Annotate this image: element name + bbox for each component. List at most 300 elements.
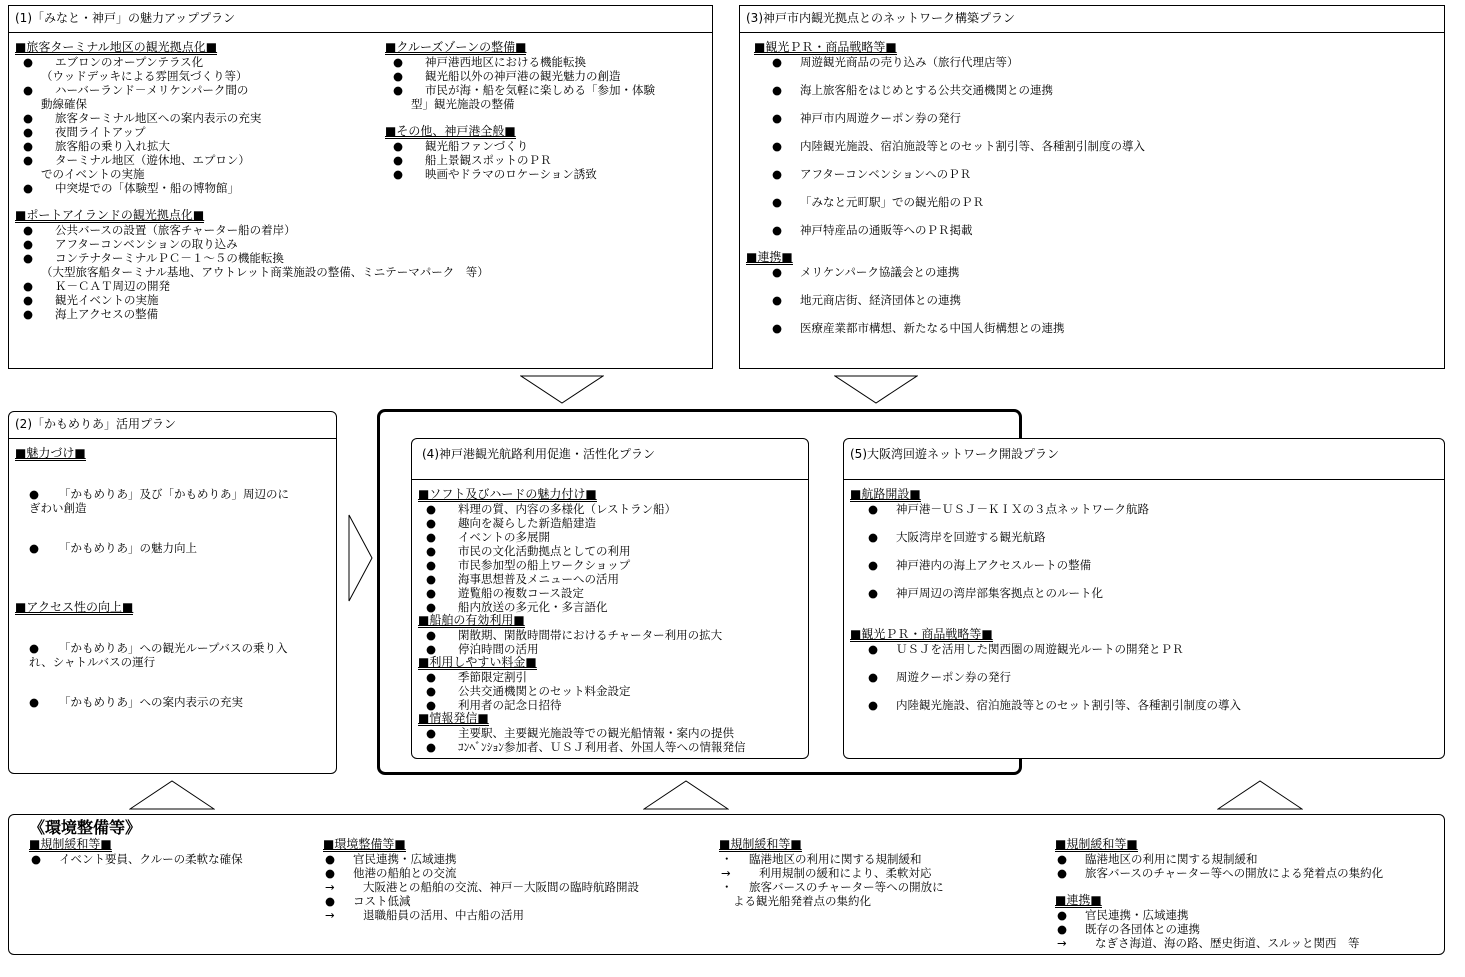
divider	[844, 479, 1444, 480]
item-text: 利用者の記念日招待	[458, 698, 562, 712]
item-text: 主要駅、主要観光施設等での観光船情報・案内の提供	[458, 726, 734, 740]
list-item	[385, 69, 655, 83]
item-list	[418, 628, 722, 656]
section-pricing	[418, 655, 631, 712]
plan-box-2	[8, 411, 337, 774]
list-item	[15, 97, 261, 111]
list-item	[15, 83, 261, 97]
section-heading: ■規制緩和等■	[1055, 837, 1138, 851]
section-heading: ■連携■	[746, 250, 793, 264]
item-text: でのイベントの実施	[41, 167, 145, 181]
list-item	[719, 894, 944, 908]
section-heading: ■観光ＰＲ・商品戦略等■	[850, 627, 993, 641]
list-item	[15, 181, 261, 195]
list-item	[323, 880, 639, 894]
item-text: 「みなと元町駅」での観光船のＰＲ	[800, 195, 984, 209]
item-text: 内陸観光施設、宿泊施設等とのセット割引等、各種割引制度の導入	[800, 139, 1145, 153]
item-list	[754, 55, 1145, 237]
item-text: アフターコンベンションへのＰＲ	[800, 167, 972, 181]
bullet-icon: ●	[29, 641, 40, 655]
bullet-icon: ●	[868, 670, 879, 684]
item-list	[15, 223, 489, 321]
item-list	[719, 852, 944, 908]
item-text: イベントの多展開	[458, 530, 550, 544]
section-access-improvement	[15, 600, 288, 709]
list-item	[15, 153, 261, 167]
list-item	[15, 237, 489, 251]
list-item	[746, 321, 1065, 335]
item-list	[15, 641, 288, 709]
up-arrow-icon	[1217, 780, 1303, 810]
item-text: 神戸特産品の通販等へのＰＲ掲載	[800, 223, 973, 237]
list-item	[15, 111, 261, 125]
section-heading: ■ソフト及びハードの魅力付け■	[418, 487, 597, 501]
bullet-icon: ●	[426, 558, 437, 572]
list-item	[418, 628, 722, 642]
list-item	[385, 167, 597, 181]
list-item	[746, 265, 1065, 279]
bullet-icon: ●	[1057, 908, 1068, 922]
list-item	[385, 139, 597, 153]
env-col-regulation-3	[1055, 837, 1383, 880]
environment-box	[8, 814, 1445, 955]
list-item	[15, 279, 489, 293]
item-text: 官民連携・広域連携	[353, 852, 457, 866]
list-item	[418, 600, 676, 614]
bullet-icon: ●	[23, 111, 34, 125]
section-heading: ■アクセス性の向上■	[15, 600, 134, 614]
list-item	[1055, 852, 1383, 866]
bullet-icon: ●	[426, 530, 437, 544]
item-text: 公共交通機関とのセット料金設定	[458, 684, 631, 698]
section-information	[418, 711, 746, 754]
list-item	[418, 544, 676, 558]
item-list	[15, 55, 261, 195]
plan-box-1-title: (1)「みなと・神戸」の魅力アッププラン	[15, 11, 236, 25]
item-text: 退職船員の活用、中古船の活用	[363, 908, 524, 922]
list-item	[754, 111, 1145, 125]
right-arrow-icon	[348, 514, 374, 602]
section-heading: ■魅力づけ■	[15, 446, 86, 460]
list-item	[15, 139, 261, 153]
item-list	[418, 670, 631, 712]
item-text: 「かもめりあ」への案内表示の充実	[59, 695, 243, 709]
item-text: Ｋ－ＣＡＴ周辺の開発	[55, 279, 170, 293]
section-kobe-port-general	[385, 124, 597, 181]
list-item	[418, 740, 746, 754]
bullet-icon: ●	[772, 83, 783, 97]
bullet-icon: ●	[393, 83, 404, 97]
item-text: 観光船ファンづくり	[425, 139, 529, 153]
item-text: 動線確保	[41, 97, 87, 111]
item-list	[385, 139, 597, 181]
item-text: ターミナル地区（遊休地、エプロン）	[55, 153, 250, 167]
section-heading: ■クルーズゾーンの整備■	[385, 40, 527, 54]
bullet-icon: ●	[1057, 866, 1068, 880]
item-text: 旅客ターミナル地区への案内表示の充実	[55, 111, 262, 125]
item-text: 型」観光施設の整備	[411, 97, 515, 111]
item-text: ハーバーランド－メリケンパーク間の	[55, 83, 249, 97]
list-item	[746, 293, 1065, 307]
list-item	[418, 684, 631, 698]
item-text: 旅客船の乗り入れ拡大	[55, 139, 170, 153]
section-heading: ■旅客ターミナル地区の観光拠点化■	[15, 40, 218, 54]
bullet-icon: →	[325, 908, 335, 922]
list-item	[754, 195, 1145, 209]
bullet-icon: ●	[868, 586, 879, 600]
bullet-icon: ●	[23, 307, 34, 321]
item-text: 臨港地区の利用に関する規制緩和	[749, 852, 922, 866]
section-route-opening	[850, 487, 1149, 614]
bullet-icon: ●	[23, 139, 34, 153]
item-text: 「かもめりあ」及び「かもめりあ」周辺のに	[59, 487, 289, 501]
divider	[9, 32, 712, 33]
bullet-icon: ●	[393, 139, 404, 153]
bullet-icon: ●	[426, 726, 437, 740]
list-item	[418, 698, 631, 712]
list-item	[15, 541, 289, 555]
bullet-icon: ●	[393, 69, 404, 83]
list-item	[15, 223, 489, 237]
item-list	[385, 55, 655, 111]
section-heading: ■航路開設■	[850, 487, 921, 501]
item-text: 趣向を凝らした新造船建造	[458, 516, 596, 530]
item-list	[323, 852, 639, 922]
list-item	[1055, 922, 1360, 936]
item-text: エブロンのオープンテラス化	[55, 55, 204, 69]
item-text: 市民が海・船を気軽に楽しめる「参加・体験	[425, 83, 655, 97]
section-passenger-terminal	[15, 40, 261, 195]
bullet-icon: ●	[772, 321, 783, 335]
item-text: 医療産業都市構想、新たなる中国人街構想との連携	[800, 321, 1065, 335]
item-text: 海上アクセスの整備	[55, 307, 159, 321]
item-text: 神戸港内の海上アクセスルートの整備	[896, 558, 1092, 572]
item-text: 船上景観スポットのＰＲ	[425, 153, 552, 167]
env-col-regulation-1	[29, 837, 243, 866]
section-heading: ■連携■	[1055, 893, 1102, 907]
bullet-icon: ●	[868, 502, 879, 516]
plan-box-1	[8, 5, 713, 369]
bullet-icon: ●	[426, 628, 437, 642]
plan-box-5	[843, 438, 1445, 759]
bullet-icon: ●	[772, 167, 783, 181]
section-heading: ■船舶の有効利用■	[418, 613, 525, 627]
item-text: （大型旅客船ターミナル基地、アウトレット商業施設の整備、ミニテーマパーク 等）	[41, 265, 489, 279]
item-text: ｺﾝﾍﾞﾝｼｮﾝ参加者、ＵＳＪ利用者、外国人等への情報発信	[458, 740, 746, 754]
bullet-icon: ●	[23, 83, 34, 97]
bullet-icon: ●	[868, 530, 879, 544]
item-text: 地元商店街、経済団体との連携	[800, 293, 961, 307]
list-item	[418, 516, 676, 530]
bullet-icon: ●	[772, 293, 783, 307]
divider	[740, 32, 1444, 33]
list-item	[418, 572, 676, 586]
bullet-icon: ●	[29, 487, 40, 501]
list-item	[418, 530, 676, 544]
section-ship-utilization	[418, 613, 722, 656]
bullet-icon: ●	[772, 265, 783, 279]
divider	[9, 438, 336, 439]
bullet-icon: ●	[868, 642, 879, 656]
list-item	[15, 501, 289, 515]
bullet-icon: ●	[29, 541, 40, 555]
environment-title: 《環境整備等》	[29, 818, 142, 837]
item-list	[29, 852, 243, 866]
item-text: 神戸市内周遊クーポン券の発行	[800, 111, 961, 125]
item-text: 利用規制の緩和により、柔軟対応	[759, 866, 932, 880]
item-text: 大阪湾岸を回遊する観光航路	[896, 530, 1046, 544]
bullet-icon: ●	[772, 55, 783, 69]
list-item	[754, 223, 1145, 237]
section-tourism-pr	[850, 627, 1241, 726]
list-item	[850, 698, 1241, 712]
bullet-icon: ・	[721, 880, 733, 894]
item-text: ぎわい創造	[29, 501, 87, 515]
plan-box-3	[739, 5, 1445, 369]
list-item	[385, 55, 655, 69]
bullet-icon: ●	[23, 153, 34, 167]
section-soft-hard	[418, 487, 676, 614]
list-item	[418, 502, 676, 516]
item-text: 「かもめりあ」への観光ループバスの乗り入	[59, 641, 288, 655]
bullet-icon: ●	[325, 852, 336, 866]
item-text: れ、シャトルバスの運行	[29, 655, 156, 669]
bullet-icon: ・	[721, 852, 733, 866]
item-text: 旅客バースのチャーター等への開放に	[749, 880, 944, 894]
item-text: 市民参加型の船上ワークショップ	[458, 558, 631, 572]
plan-box-4-title: (4)神戸港観光航路利用促進・活性化プラン	[422, 447, 655, 461]
bullet-icon: ●	[23, 293, 34, 307]
bullet-icon: ●	[868, 698, 879, 712]
bullet-icon: ●	[426, 698, 437, 712]
list-item	[850, 558, 1149, 572]
bullet-icon: ●	[23, 237, 34, 251]
divider	[412, 479, 808, 480]
bullet-icon: ●	[23, 181, 34, 195]
bullet-icon: ●	[426, 516, 437, 530]
bullet-icon: ●	[31, 852, 42, 866]
bullet-icon: ●	[426, 502, 437, 516]
list-item	[323, 894, 639, 908]
list-item	[385, 97, 655, 111]
bullet-icon: ●	[426, 572, 437, 586]
bullet-icon: ●	[29, 695, 40, 709]
bullet-icon: ●	[426, 600, 437, 614]
bullet-icon: ●	[23, 279, 34, 293]
item-text: 旅客バースのチャーター等への開放による発着点の集約化	[1085, 866, 1384, 880]
bullet-icon: ●	[23, 251, 34, 265]
item-text: 船内放送の多元化・多言語化	[458, 600, 608, 614]
section-cruise-zone	[385, 40, 655, 111]
list-item	[418, 558, 676, 572]
plan-box-3-title: (3)神戸市内観光拠点とのネットワーク構築プラン	[746, 11, 1015, 25]
list-item	[385, 153, 597, 167]
env-col-cooperation	[1055, 893, 1360, 950]
item-text: 周遊観光商品の売り込み（旅行代理店等）	[800, 55, 1019, 69]
bullet-icon: ●	[772, 223, 783, 237]
section-heading: ■観光ＰＲ・商品戦略等■	[754, 40, 897, 54]
item-text: 市民の文化活動拠点としての利用	[458, 544, 631, 558]
item-text: なぎさ海道、海の路、歴史街道、スルッと関西 等	[1095, 936, 1360, 950]
item-text: コンテナターミナルＰＣ－１～５の機能転換	[55, 251, 284, 265]
list-item	[754, 83, 1145, 97]
item-text: 観光船以外の神戸港の観光魅力の創造	[425, 69, 621, 83]
list-item	[719, 866, 944, 880]
section-port-island	[15, 208, 489, 321]
item-list	[15, 487, 289, 555]
down-arrow-icon	[520, 375, 604, 405]
list-item	[15, 655, 288, 669]
item-text: 既存の各団体との連携	[1085, 922, 1200, 936]
list-item	[754, 139, 1145, 153]
list-item	[15, 125, 261, 139]
item-text: 遊覧船の複数コース設定	[458, 586, 584, 600]
list-item	[15, 695, 288, 709]
list-item	[719, 852, 944, 866]
list-item	[719, 880, 944, 894]
list-item	[15, 293, 489, 307]
bullet-icon: ●	[426, 670, 437, 684]
item-text: コスト低減	[353, 894, 411, 908]
bullet-icon: ●	[426, 684, 437, 698]
item-text: 神戸港－ＵＳＪ－ＫＩＸの３点ネットワーク航路	[896, 502, 1149, 516]
list-item	[850, 670, 1241, 684]
list-item	[754, 55, 1145, 69]
up-arrow-icon	[129, 780, 215, 810]
bullet-icon: ●	[325, 866, 336, 880]
list-item	[323, 866, 639, 880]
item-text: （ウッドデッキによる雰囲気づくり等）	[41, 69, 248, 83]
section-heading: ■規制緩和等■	[29, 837, 112, 851]
down-arrow-icon	[834, 375, 918, 405]
item-text: 映画やドラマのロケーション誘致	[425, 167, 597, 181]
item-text: 大阪港との船舶の交流、神戸－大阪間の臨時航路開設	[363, 880, 639, 894]
item-text: 料理の質、内容の多様化（レストラン船）	[458, 502, 677, 516]
list-item	[15, 307, 489, 321]
item-text: 中突堤での「体験型・船の博物館」	[55, 181, 239, 195]
section-heading: ■情報発信■	[418, 711, 489, 725]
item-text: 観光イベントの実施	[55, 293, 159, 307]
item-text: 海事思想普及メニューへの活用	[458, 572, 619, 586]
list-item	[15, 167, 261, 181]
bullet-icon: ●	[426, 642, 437, 656]
section-heading: ■ポートアイランドの観光拠点化■	[15, 208, 205, 222]
bullet-icon: ●	[772, 139, 783, 153]
list-item	[1055, 936, 1360, 950]
list-item	[15, 55, 261, 69]
list-item	[850, 502, 1149, 516]
plan-box-2-title: (2)「かもめりあ」活用プラン	[15, 417, 176, 431]
section-heading: ■規制緩和等■	[719, 837, 802, 851]
bullet-icon: ●	[23, 55, 34, 69]
bullet-icon: ●	[426, 740, 437, 754]
item-list	[850, 502, 1149, 600]
item-text: 他港の船舶との交流	[353, 866, 457, 880]
item-text: 周遊クーポン券の発行	[896, 670, 1011, 684]
item-text: アフターコンベンションの取り込み	[55, 237, 238, 251]
item-text: メリケンパーク協議会との連携	[800, 265, 960, 279]
bullet-icon: ●	[325, 894, 336, 908]
section-attractiveness	[15, 446, 289, 555]
section-heading: ■環境整備等■	[323, 837, 406, 851]
section-heading: ■利用しやすい料金■	[418, 655, 537, 669]
list-item	[1055, 866, 1383, 880]
bullet-icon: ●	[393, 55, 404, 69]
item-text: 季節限定割引	[458, 670, 527, 684]
item-list	[1055, 908, 1360, 950]
item-text: よる観光船発着点の集約化	[733, 894, 871, 908]
bullet-icon: →	[721, 866, 731, 880]
list-item	[323, 852, 639, 866]
item-text: 内陸観光施設、宿泊施設等とのセット割引等、各種割引制度の導入	[896, 698, 1241, 712]
item-list	[1055, 852, 1383, 880]
bullet-icon: ●	[1057, 852, 1068, 866]
list-item	[29, 852, 243, 866]
bullet-icon: ●	[393, 167, 404, 181]
item-text: 夜間ライトアップ	[55, 125, 146, 139]
plan-box-4	[411, 438, 809, 759]
list-item	[418, 670, 631, 684]
item-list	[418, 726, 746, 754]
list-item	[15, 641, 288, 655]
section-heading: ■その他、神戸港全般■	[385, 124, 516, 138]
list-item	[15, 251, 489, 265]
item-list	[850, 642, 1241, 712]
item-list	[418, 502, 676, 614]
item-text: 「かもめりあ」の魅力向上	[59, 541, 197, 555]
list-item	[850, 642, 1241, 656]
item-text: 神戸港西地区における機能転換	[425, 55, 586, 69]
bullet-icon: ●	[393, 153, 404, 167]
item-text: 停泊時間の活用	[458, 642, 539, 656]
item-text: 海上旅客船をはじめとする公共交通機関との連携	[800, 83, 1053, 97]
section-tourism-pr	[754, 40, 1145, 251]
bullet-icon: ●	[426, 544, 437, 558]
bullet-icon: ●	[426, 586, 437, 600]
bullet-icon: →	[1057, 936, 1067, 950]
bullet-icon: ●	[868, 558, 879, 572]
item-text: 閑散期、閑散時間帯におけるチャーター利用の拡大	[458, 628, 723, 642]
item-text: 神戸周辺の湾岸部集客拠点とのルート化	[896, 586, 1103, 600]
bullet-icon: ●	[23, 125, 34, 139]
list-item	[15, 69, 261, 83]
item-text: 官民連携・広域連携	[1085, 908, 1189, 922]
bullet-icon: ●	[1057, 922, 1068, 936]
bullet-icon: ●	[23, 223, 34, 237]
item-text: 公共バースの設置（旅客チャーター船の着岸）	[55, 223, 296, 237]
list-item	[1055, 908, 1360, 922]
list-item	[754, 167, 1145, 181]
up-arrow-icon	[643, 780, 729, 810]
list-item	[418, 642, 722, 656]
list-item	[418, 726, 746, 740]
item-text: 臨港地区の利用に関する規制緩和	[1085, 852, 1258, 866]
list-item	[850, 586, 1149, 600]
bullet-icon: ●	[772, 195, 783, 209]
list-item	[15, 487, 289, 501]
env-col-regulation-2	[719, 837, 944, 908]
list-item	[418, 586, 676, 600]
env-col-environment	[323, 837, 639, 922]
list-item	[323, 908, 639, 922]
item-text: イベント要員、クルーの柔軟な確保	[59, 852, 243, 866]
plan-box-5-title: (5)大阪湾回遊ネットワーク開設プラン	[850, 447, 1059, 461]
item-list	[746, 265, 1065, 335]
list-item	[15, 265, 489, 279]
list-item	[385, 83, 655, 97]
section-cooperation	[746, 250, 1065, 349]
item-text: ＵＳＪを活用した関西圏の周遊観光ルートの開発とＰＲ	[896, 642, 1184, 656]
